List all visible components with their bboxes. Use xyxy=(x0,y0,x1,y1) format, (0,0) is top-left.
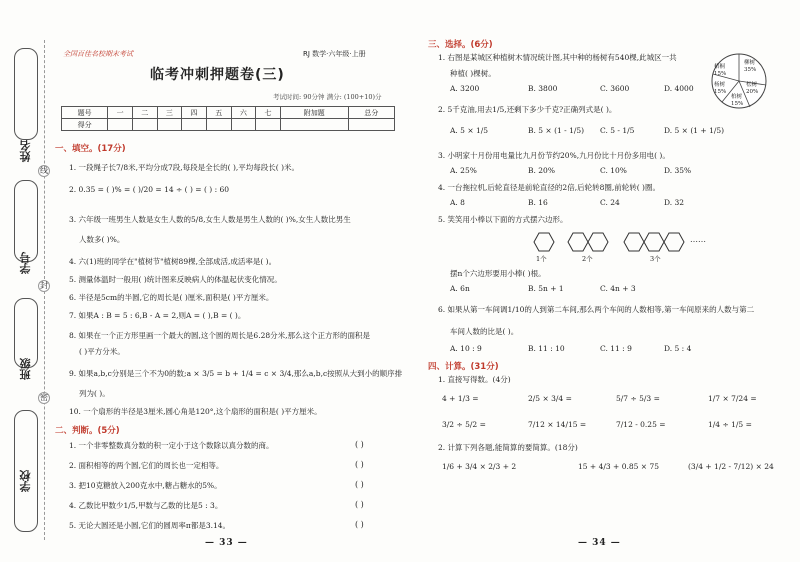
seal-mark: 线 xyxy=(40,166,48,175)
question-4: 4. 六(1)班的同学在"植树节"植树89棵,全部成活,成活率是( )。 xyxy=(69,257,277,266)
calc-expression: 5/7 ÷ 5/3 = xyxy=(616,394,660,403)
page-title: 临考冲刺押题卷(三) xyxy=(150,67,285,83)
option[interactable]: C. 5 - 1/5 xyxy=(600,126,635,135)
score-table xyxy=(61,106,395,131)
question-2: 2. 0.35 = ( )% = ( )/20 = 14 ÷ ( ) = ( ) : 60 xyxy=(69,185,230,194)
score-header: 附加题 xyxy=(280,107,348,119)
calc-1: 1. 直接写得数。(4分) xyxy=(438,375,511,384)
score-cell[interactable] xyxy=(132,119,157,131)
score-cell[interactable] xyxy=(231,119,256,131)
seal-mark: 密 xyxy=(40,393,48,402)
option[interactable]: D. 32 xyxy=(664,198,685,207)
school-label: 学校 xyxy=(19,470,32,492)
question-6: 6. 半径是5cm的半圆,它的周长是( )厘米,面积是( )平方厘米。 xyxy=(69,293,274,302)
question-3-cont: 人数多( )%。 xyxy=(79,235,125,244)
question-5: 5. 测量体温时一般用( )统计图来反映病人的体温起伏变化情况。 xyxy=(69,275,282,284)
score-header: 一 xyxy=(108,107,133,119)
score-header: 总分 xyxy=(348,107,394,119)
score-header-row xyxy=(62,107,395,119)
score-row-label: 得分 xyxy=(62,119,108,131)
score-cell[interactable] xyxy=(280,119,348,131)
option[interactable]: A. 10 : 9 xyxy=(450,344,482,353)
question-8: 8. 如果在一个正方形里画一个最大的圆,这个圆的周长是6.28分米,那么这个正方形的面积是 xyxy=(69,331,371,340)
judge-1: 1. 一个非零整数真分数的积一定小于这个数除以真分数的商。 xyxy=(69,441,274,450)
score-header: 五 xyxy=(206,107,231,119)
score-header: 二 xyxy=(132,107,157,119)
option[interactable]: A. 6n xyxy=(450,284,470,293)
pie-label-pine: 松树 20% xyxy=(746,82,759,95)
pie-label-cypress: 柏树 15% xyxy=(731,94,744,107)
pie-label-willow: 柳树 35% xyxy=(744,60,757,73)
score-header: 题号 xyxy=(62,107,108,119)
question-3: 3. 六年级一班男生人数是女生人数的5/8,女生人数是男生人数的( )%,女生人数比男生 xyxy=(69,215,351,224)
option[interactable]: B. 11 : 10 xyxy=(528,344,565,353)
option[interactable]: B. 16 xyxy=(528,198,548,207)
choice-1: 1. 右图是某城区种植树木情况统计图,其中种的杨树有540棵,此城区一共 xyxy=(438,53,677,62)
hexagon-caption: 3个 xyxy=(650,255,661,263)
answer-paren[interactable]: ( ) xyxy=(355,440,364,449)
score-cell[interactable] xyxy=(108,119,133,131)
option[interactable]: C. 4n + 3 xyxy=(600,284,636,293)
calc-expression: 1/7 × 7/24 = xyxy=(708,394,757,403)
choice-5: 5. 笑笑用小棒以下面的方式摆六边形。 xyxy=(438,215,568,224)
section-fill-blank: 一、填空。(17分) xyxy=(55,144,126,154)
option[interactable]: B. 20% xyxy=(528,166,555,175)
page-number: — 34 — xyxy=(578,538,621,548)
calc-expression: 7/12 - 0.25 = xyxy=(616,420,666,429)
score-header: 四 xyxy=(182,107,207,119)
choice-4: 4. 一台拖拉机,后轮直径是前轮直径的2倍,后轮转8圈,前轮转( )圈。 xyxy=(438,183,660,192)
calc-expression: 4 + 1/3 = xyxy=(442,394,479,403)
judge-4: 4. 乙数比甲数少1/5,甲数与乙数的比是5 : 3。 xyxy=(69,501,223,510)
svg-text:……: …… xyxy=(690,235,706,244)
option[interactable]: B. 5 × (1 - 1/5) xyxy=(528,126,585,135)
answer-paren[interactable]: ( ) xyxy=(355,480,364,489)
option[interactable]: A. 5 × 1/5 xyxy=(450,126,489,135)
answer-paren[interactable]: ( ) xyxy=(355,460,364,469)
score-header: 三 xyxy=(157,107,182,119)
exam-stamp: 全国百佳名校期末考试 xyxy=(63,50,133,58)
score-cell[interactable] xyxy=(348,119,394,131)
option[interactable]: A. 3200 xyxy=(450,84,480,93)
answer-paren[interactable]: ( ) xyxy=(355,500,364,509)
option[interactable]: C. 3600 xyxy=(600,84,630,93)
option[interactable]: A. 8 xyxy=(450,198,465,207)
section-choice: 三、选择。(6分) xyxy=(428,40,493,50)
seal-mark: 封 xyxy=(40,281,48,290)
hexagon-caption: 2个 xyxy=(582,255,593,263)
question-8-cont: ( )平方分米。 xyxy=(79,347,125,356)
student-number-label: 学号 xyxy=(19,252,32,274)
hexagon-caption: 1个 xyxy=(536,255,547,263)
section-true-false: 二、判断。(5分) xyxy=(55,426,120,436)
option[interactable]: C. 11 : 9 xyxy=(600,344,632,353)
student-number-field[interactable] xyxy=(14,180,38,262)
option[interactable]: D. 35% xyxy=(664,166,692,175)
question-1: 1. 一段绳子长7/8米,平均分成7段,每段是全长的( ),平均每段长( )米。 xyxy=(69,163,300,172)
option[interactable]: C. 24 xyxy=(600,198,620,207)
judge-5: 5. 无论大圆还是小圆,它们的圆周率π都是3.14。 xyxy=(69,521,231,530)
question-7: 7. 如果A : B = 5 : 6,B - A = 2,则A = ( ),B = ( )。 xyxy=(69,311,246,320)
exam-meta: 考试时间: 90分钟 满分: (100+10)分 xyxy=(273,93,382,101)
pie-label-poplar: 杨树 15% xyxy=(714,82,727,95)
calc-expression: 2/5 × 3/4 = xyxy=(528,394,572,403)
option[interactable]: D. 4000 xyxy=(664,84,694,93)
calc-expression: 3/2 ÷ 5/2 = xyxy=(442,420,486,429)
section-calculation: 四、计算。(31分) xyxy=(428,362,499,372)
page-34 xyxy=(428,38,788,548)
choice-6-cont: 车间人数的比是( )。 xyxy=(450,327,519,336)
score-cell[interactable] xyxy=(206,119,231,131)
judge-3: 3. 把10克糖放入200克水中,糖占糖水的5%。 xyxy=(69,481,222,490)
calc-expression: 1/6 + 3/4 × 2/3 + 2 xyxy=(442,462,517,471)
choice-6: 6. 如果从第一车间调1/10的人到第二车间,那么两个车间的人数相等,第一车间原来的人数与第二 xyxy=(438,305,755,314)
option[interactable]: B. 5n + 1 xyxy=(528,284,564,293)
choice-2: 2. 5千克油,用去1/5,还剩下多少千克?正确列式是( )。 xyxy=(438,105,617,114)
answer-paren[interactable]: ( ) xyxy=(355,520,364,529)
calc-expression: 15 + 4/3 + 0.85 × 75 xyxy=(578,462,660,471)
option[interactable]: B. 3800 xyxy=(528,84,558,93)
calc-expression: 7/12 × 14/15 = xyxy=(528,420,587,429)
option[interactable]: D. 5 × (1 + 1/5) xyxy=(664,126,725,135)
option[interactable]: C. 10% xyxy=(600,166,627,175)
choice-1-cont: 种植( )棵树。 xyxy=(450,69,496,78)
name-label: 姓名 xyxy=(19,140,32,162)
calc-2: 2. 计算下列各题,能简算的要简算。(18分) xyxy=(438,443,578,452)
question-10: 10. 一个扇形的半径是3厘米,圆心角是120°,这个扇形的面积是( )平方厘米。 xyxy=(69,407,322,416)
judge-2: 2. 面积相等的两个圆,它们的周长也一定相等。 xyxy=(69,461,224,470)
page-33 xyxy=(55,44,403,549)
subject-tag: RJ 数学·六年级·上册 xyxy=(303,50,366,58)
score-header: 六 xyxy=(231,107,256,119)
calc-expression: (3/4 + 1/2 - 7/12) × 24 xyxy=(688,462,774,471)
question-9-cont: 列为( )。 xyxy=(79,389,110,398)
option[interactable]: D. 5 : 4 xyxy=(664,344,692,353)
name-field[interactable] xyxy=(14,48,38,140)
choice-3: 3. 小明家十月份用电量比九月份节约20%,九月份比十月份多用电( )。 xyxy=(438,151,670,160)
score-cell[interactable] xyxy=(157,119,182,131)
question-9: 9. 如果a,b,c分别是三个不为0的数;a × 3/5 = b + 1/4 = c × 3/4,那么a,b,c按照从大到小的顺序排 xyxy=(69,369,403,378)
score-cell[interactable] xyxy=(256,119,281,131)
page-number: — 33 — xyxy=(205,538,248,548)
class-label: 班级 xyxy=(19,358,32,380)
score-header: 七 xyxy=(256,107,281,119)
option[interactable]: A. 25% xyxy=(450,166,477,175)
score-row xyxy=(62,119,395,131)
choice-5-cont: 摆n个六边形要用小棒( )根。 xyxy=(450,269,546,278)
hexagon-pattern-figure xyxy=(528,230,708,254)
score-cell[interactable] xyxy=(182,119,207,131)
pie-label-parasol: 梧桐 15% xyxy=(714,64,727,77)
binding-strip xyxy=(10,40,46,540)
calc-expression: 1/4 ÷ 1/5 = xyxy=(708,420,752,429)
